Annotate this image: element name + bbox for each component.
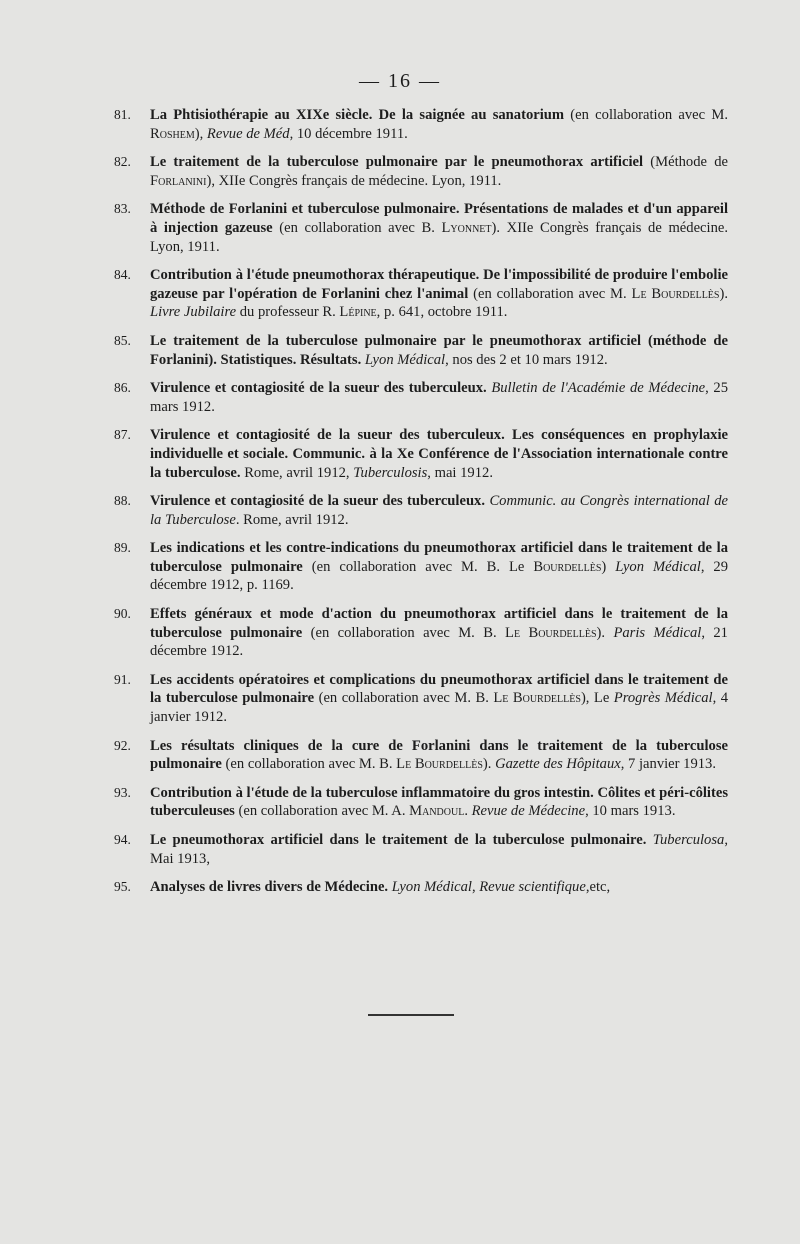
entry-text xyxy=(150,106,728,143)
entry-number: 94. xyxy=(114,832,131,847)
entry-author: Roshem xyxy=(150,125,195,142)
entry-title: Le pneumothorax artificiel dans le traitement de la tuberculose pulmonaire. xyxy=(150,832,647,848)
entry-detail: , 10 mars 1913. xyxy=(585,803,676,820)
entry-source: Livre Jubilaire xyxy=(150,304,237,321)
entry-number: 83. xyxy=(114,201,131,217)
entry-title: Contribution à l'étude pneumothorax thérapeutique. De l'impossibilité de produire l'embolie gazeuse par l'opération de Forlanini chez l'animal xyxy=(150,267,728,302)
entry-detail: ). xyxy=(596,624,614,641)
entry-number: 95. xyxy=(114,879,131,895)
entry-detail: , xyxy=(471,879,480,896)
entry-source: Lyon Médical xyxy=(364,351,446,368)
entry-text xyxy=(150,539,728,595)
entry-detail: (en collaboration avec B. xyxy=(272,219,442,236)
entry-detail: (en collaboration avec M. A. xyxy=(234,803,410,820)
entry-source: Progrès Médical xyxy=(613,690,713,707)
entry-detail: (en collaboration avec M. B. xyxy=(314,690,494,707)
bibliography-entry xyxy=(114,266,728,322)
entry-source: Revue de Médecine xyxy=(471,803,586,820)
entry-number: 93. xyxy=(114,784,131,800)
bibliography-entry xyxy=(114,106,728,143)
entry-number: 81. xyxy=(114,107,131,122)
entry-text xyxy=(150,426,728,482)
bibliography-entry xyxy=(114,492,728,529)
bibliography-entry xyxy=(114,737,728,774)
entry-detail: du professeur R. xyxy=(236,304,340,321)
entry-number: 85. xyxy=(114,332,131,348)
entry-detail: ), XIIe Congrès français de médecine. Lyon, 1911. xyxy=(206,172,502,189)
entry-detail: . xyxy=(464,803,472,820)
entry-source: Revue scientifique xyxy=(479,879,586,896)
entry-detail: , 10 décembre 1911. xyxy=(289,125,408,142)
bibliography-entry xyxy=(114,426,728,482)
entry-title: Le traitement de la tuberculose pulmonaire par le pneumothorax artificiel (méthode de Forlanini). Statistiques. Résultats. xyxy=(150,332,728,368)
entry-title: Virulence et contagiosité de la sueur des tuberculeux. xyxy=(150,380,487,397)
entry-text xyxy=(150,153,728,190)
entry-text xyxy=(150,831,728,868)
entry-source: Revue de Méd xyxy=(206,125,290,142)
entry-number: 91. xyxy=(114,671,131,687)
entry-detail: , 29 décembre 1912, p. 1169. xyxy=(150,558,729,594)
entry-detail: ,etc, xyxy=(585,879,611,896)
bibliography-entry xyxy=(114,200,728,256)
entry-detail: . Rome, avril 1912. xyxy=(235,511,349,528)
entry-title: Méthode de Forlanini et tuberculose pulmonaire. Présentations de malades et d'un appareil à injection gazeuse xyxy=(150,201,728,236)
entry-detail: , mai 1912. xyxy=(427,464,493,481)
entry-detail: , nos des 2 et 10 mars 1912. xyxy=(445,351,608,368)
entry-detail: (en collaboration avec M. B. xyxy=(221,756,397,773)
bibliography-entry xyxy=(114,605,728,661)
entry-detail: (Méthode de xyxy=(643,154,728,171)
bibliography-list xyxy=(114,106,728,907)
entry-author: Bourdellès xyxy=(533,558,602,575)
entry-detail: , 4 janvier 1912. xyxy=(150,690,729,726)
entry-author: Lyonnet xyxy=(441,219,492,236)
entry-text xyxy=(150,605,728,661)
bibliography-entry xyxy=(114,671,728,727)
entry-title: Virulence et contagiosité de la sueur des tuberculeux. xyxy=(150,493,486,510)
entry-source: Bulletin de l'Académie de Médecine xyxy=(491,380,706,397)
entry-author: Forlanini xyxy=(150,172,207,189)
entry-number: 90. xyxy=(114,606,131,622)
entry-title: La Phtisiothérapie au XIXe siècle. De la saignée au sanatorium xyxy=(150,107,565,123)
bibliography-entry xyxy=(114,784,728,821)
entry-detail: ), Le xyxy=(580,690,614,707)
entry-detail: Rome, avril 1912, xyxy=(240,464,354,481)
entry-title: Virulence et contagiosité de la sueur des tuberculeux. Les conséquences en prophylaxie individuelle et sociale. Communic. à la Xe Conférence de l'Association internationale contre la tuberculose. xyxy=(150,427,728,481)
entry-author: Le Bourdellès xyxy=(505,624,597,641)
entry-title: Le traitement de la tuberculose pulmonaire par le pneumothorax artificiel xyxy=(150,154,644,171)
bibliography-entry xyxy=(114,878,728,897)
entry-detail: (en collaboration avec M. xyxy=(468,285,632,302)
bibliography-entry xyxy=(114,831,728,868)
entry-title: Les résultats cliniques de la cure de Forlanini dans le traitement de la tuberculose pulmonaire xyxy=(150,737,728,773)
entry-text xyxy=(150,784,728,821)
bibliography-entry xyxy=(114,332,728,369)
entry-text xyxy=(150,379,728,416)
entry-author: Mandoul xyxy=(409,803,465,820)
entry-detail: ). XIIe Congrès français de médecine. Lyon, 1911. xyxy=(150,219,729,255)
entry-text xyxy=(150,671,728,727)
entry-detail: ), xyxy=(194,125,207,142)
entry-source: Paris Médical xyxy=(613,624,702,641)
entry-number: 84. xyxy=(114,267,131,283)
closing-rule xyxy=(368,1014,454,1016)
entry-detail: (en collaboration avec M. B. xyxy=(302,624,506,641)
entry-detail: ) xyxy=(601,558,616,575)
entry-source: Gazette des Hôpitaux xyxy=(495,756,621,773)
entry-number: 86. xyxy=(114,380,131,396)
entry-number: 92. xyxy=(114,737,131,753)
entry-title: Contribution à l'étude de la tuberculose inflammatoire du gros intestin. Côlites et péri-côlites tuberculeuses xyxy=(150,784,728,820)
page-number: — 16 — xyxy=(359,70,441,92)
bibliography-entry xyxy=(114,153,728,190)
entry-detail: (en collaboration avec M. B. Le xyxy=(302,558,534,575)
entry-number: 87. xyxy=(114,427,131,443)
entry-number: 88. xyxy=(114,493,131,509)
entry-author: Lépine xyxy=(339,304,377,321)
entry-detail: (en collaboration avec M. xyxy=(564,107,728,123)
entry-text xyxy=(150,332,728,369)
entry-detail: ). xyxy=(482,756,496,773)
entry-text xyxy=(150,737,728,774)
entry-source: Communic. au Congrès international de la Tuberculose xyxy=(150,493,728,528)
bibliography-entry xyxy=(114,379,728,416)
entry-author: Le Bourdellès xyxy=(631,285,720,302)
entry-title: Les accidents opératoires et complications du pneumothorax artificiel dans le traitement de la tuberculose pulmonaire xyxy=(150,671,728,707)
entry-source: Tuberculosa xyxy=(652,832,725,848)
bibliography-entry xyxy=(114,539,728,595)
entry-author: Le Bourdellès xyxy=(493,690,581,707)
entry-text xyxy=(150,492,728,529)
entry-text xyxy=(150,200,728,256)
entry-author: Le Bourdellès xyxy=(396,756,483,773)
entry-source: Lyon Médical xyxy=(391,879,472,896)
entry-detail: , Mai 1913, xyxy=(150,832,728,867)
entry-text xyxy=(150,878,728,897)
entry-detail: ). xyxy=(719,285,728,302)
entry-title: Les indications et les contre-indications du pneumothorax artificiel dans le traitement de la tuberculose pulmonaire xyxy=(150,540,728,575)
entry-source: Lyon Médical xyxy=(615,558,701,575)
entry-text xyxy=(150,266,728,322)
entry-title: Effets généraux et mode d'action du pneumothorax artificiel dans le traitement de la tuberculose pulmonaire xyxy=(150,606,728,641)
entry-detail: , 25 mars 1912. xyxy=(150,380,729,415)
entry-detail: , 7 janvier 1913. xyxy=(620,756,716,773)
entry-detail: , p. 641, octobre 1911. xyxy=(376,304,508,321)
entry-number: 82. xyxy=(114,154,131,170)
entry-source: Tuberculosis xyxy=(353,464,428,481)
entry-number: 89. xyxy=(114,540,131,556)
entry-detail: , 21 décembre 1912. xyxy=(150,624,728,660)
entry-title: Analyses de livres divers de Médecine. xyxy=(150,879,389,896)
